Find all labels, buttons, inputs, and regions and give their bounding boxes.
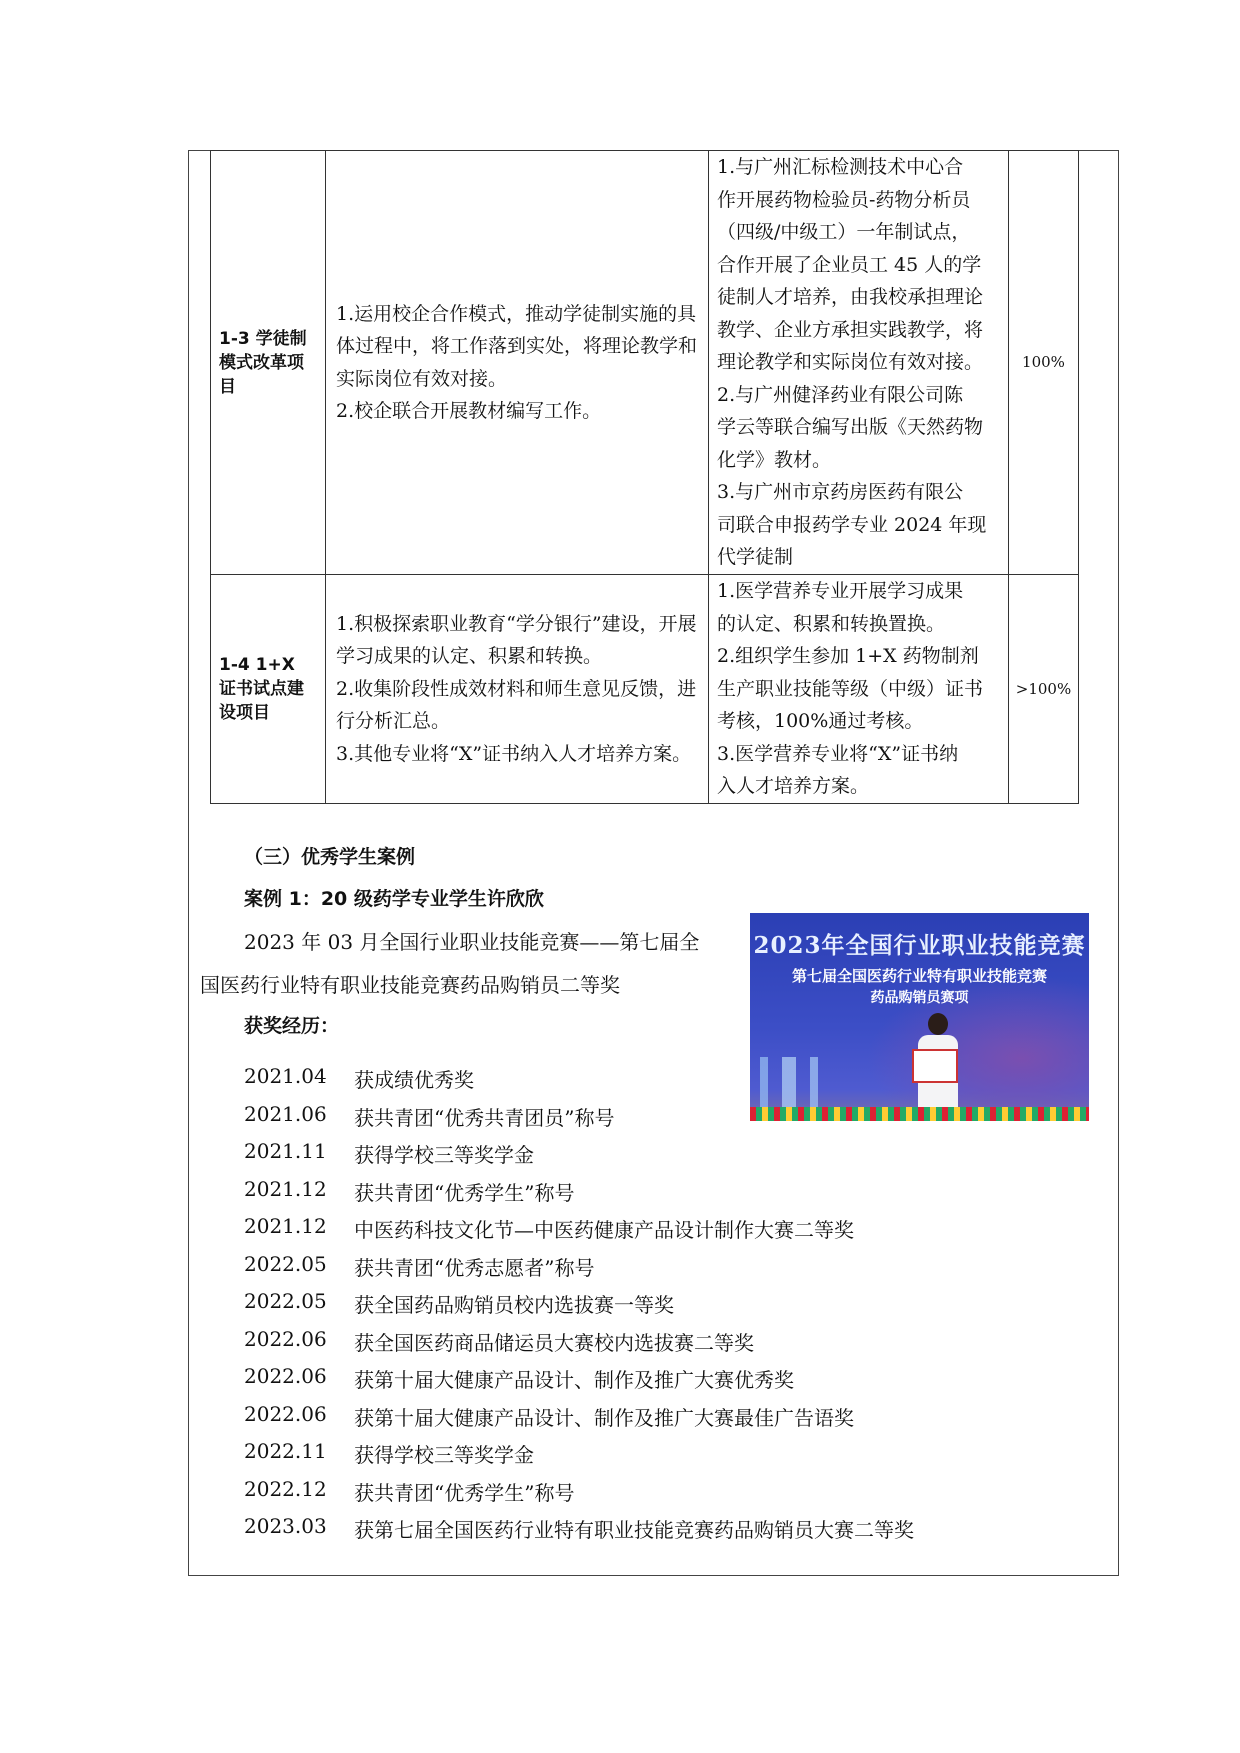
completion-rate: >100% <box>1009 575 1079 804</box>
award-text: 获全国药品购销员校内选拔赛一等奖 <box>354 1293 674 1317</box>
award-text: 中医药科技文化节—中医药健康产品设计制作大赛二等奖 <box>354 1218 854 1242</box>
plan-item: 1.积极探索职业教育“学分银行”建设，开展学习成果的认定、积累和转换。 <box>336 612 697 667</box>
banner-event: 药品购销员赛项 <box>870 990 969 1006</box>
intro-line: 国医药行业特有职业技能竞赛药品购销员二等奖 <box>200 973 620 997</box>
result-line: 2.与广州健泽药业有限公司陈 <box>717 383 964 406</box>
award-text: 获第七届全国医药行业特有职业技能竞赛药品购销员大赛二等奖 <box>354 1518 914 1542</box>
city-skyline <box>760 1057 850 1107</box>
award-text: 获共青团“优秀志愿者”称号 <box>354 1255 595 1280</box>
banner-subtitle: 第七届全国医药行业特有职业技能竞赛 <box>791 967 1047 985</box>
section-heading: （三）优秀学生案例 <box>244 846 416 868</box>
plan-item: 2.校企联合开展教材编写工作。 <box>336 400 602 422</box>
intro-line: 2023 年 03 月全国行业职业技能竞赛——第七届全 <box>244 930 700 954</box>
project-name: 1-4 1+X 证书试点建设项目 <box>211 575 326 804</box>
result-line: 考核，100%通过考核。 <box>717 710 924 732</box>
plan-item: 1.运用校企合作模式，推动学徒制实施的具体过程中，将工作落到实处，将理论教学和实际岗位有效对接。 <box>336 302 698 390</box>
plan-cell <box>326 151 709 575</box>
result-line: 的认定、积累和转换置换。 <box>717 612 946 635</box>
table-row <box>211 151 1079 575</box>
result-line: 司联合申报药学专业 2024 年现 <box>717 513 987 536</box>
result-cell <box>709 575 1009 804</box>
student-figure <box>918 1013 958 1121</box>
award-date: 2021.12 <box>244 1176 327 1201</box>
result-line: 代学徒制 <box>717 546 794 569</box>
plan-item: 2.收集阶段性成效材料和师生意见反馈，进行分析汇总。 <box>336 677 697 732</box>
result-line: 理论教学和实际岗位有效对接。 <box>717 351 984 374</box>
table-row <box>211 575 1079 804</box>
award-text: 获共青团“优秀共青团员”称号 <box>354 1105 615 1130</box>
award-date: 2022.06 <box>244 1364 327 1388</box>
award-text: 获共青团“优秀学生”称号 <box>354 1180 575 1205</box>
award-text: 获成绩优秀奖 <box>354 1068 474 1092</box>
plan-cell <box>326 575 709 804</box>
result-line: 作开展药物检验员-药物分析员 <box>717 188 971 211</box>
case-title: 案例 1：20 级药学专业学生许欣欣 <box>244 888 544 910</box>
award-text: 获第十届大健康产品设计、制作及推广大赛最佳广告语奖 <box>354 1405 854 1430</box>
result-line: 入人才培养方案。 <box>717 775 870 797</box>
award-date: 2023.03 <box>244 1514 327 1538</box>
award-text: 获得学校三等奖学金 <box>354 1143 534 1167</box>
award-date: 2022.11 <box>244 1439 327 1463</box>
project-name: 1-3 学徒制模式改革项目 <box>211 151 326 575</box>
result-cell <box>709 151 1009 575</box>
project-table <box>210 150 1079 804</box>
result-line: 3.医学营养专业将“X”证书纳 <box>717 742 959 765</box>
completion-rate: 100% <box>1009 151 1079 575</box>
awards-label: 获奖经历： <box>244 1015 340 1037</box>
award-date: 2021.12 <box>244 1214 327 1238</box>
result-line: 教学、企业方承担实践教学，将 <box>717 318 984 341</box>
result-line: 徒制人才培养，由我校承担理论 <box>717 286 984 309</box>
result-line: 学云等联合编写出版《天然药物 <box>717 416 984 439</box>
award-date: 2022.05 <box>244 1251 327 1276</box>
award-date: 2021.04 <box>244 1064 327 1088</box>
award-date: 2022.06 <box>244 1401 327 1426</box>
certificate <box>912 1049 958 1083</box>
result-line: 合作开展了企业员工 45 人的学 <box>717 253 982 276</box>
award-date: 2022.12 <box>244 1476 327 1501</box>
result-line: 1.与广州汇标检测技术中心合 <box>717 156 964 179</box>
result-line: 3.与广州市京药房医药有限公 <box>717 481 964 504</box>
award-text: 获得学校三等奖学金 <box>354 1443 534 1467</box>
result-line: （四级/中级工）一年制试点， <box>717 221 971 244</box>
award-text: 获第十届大健康产品设计、制作及推广大赛优秀奖 <box>354 1368 794 1392</box>
award-date: 2022.05 <box>244 1289 327 1313</box>
result-line: 2.组织学生参加 1+X 药物制剂 <box>717 645 979 667</box>
award-date: 2021.06 <box>244 1101 327 1126</box>
award-photo <box>750 913 1089 1121</box>
award-date: 2021.11 <box>244 1139 327 1163</box>
banner-title: 2023年全国行业职业技能竞赛 <box>753 932 1086 959</box>
plan-item: 3.其他专业将“X”证书纳入人才培养方案。 <box>336 742 692 765</box>
award-text: 获共青团“优秀学生”称号 <box>354 1480 575 1505</box>
result-line: 1.医学营养专业开展学习成果 <box>717 580 964 602</box>
flowers <box>750 1107 1089 1121</box>
result-line: 生产职业技能等级（中级）证书 <box>717 677 984 700</box>
award-date: 2022.06 <box>244 1326 327 1351</box>
award-text: 获全国医药商品储运员大赛校内选拔赛二等奖 <box>354 1330 754 1355</box>
result-line: 化学》教材。 <box>717 448 832 471</box>
